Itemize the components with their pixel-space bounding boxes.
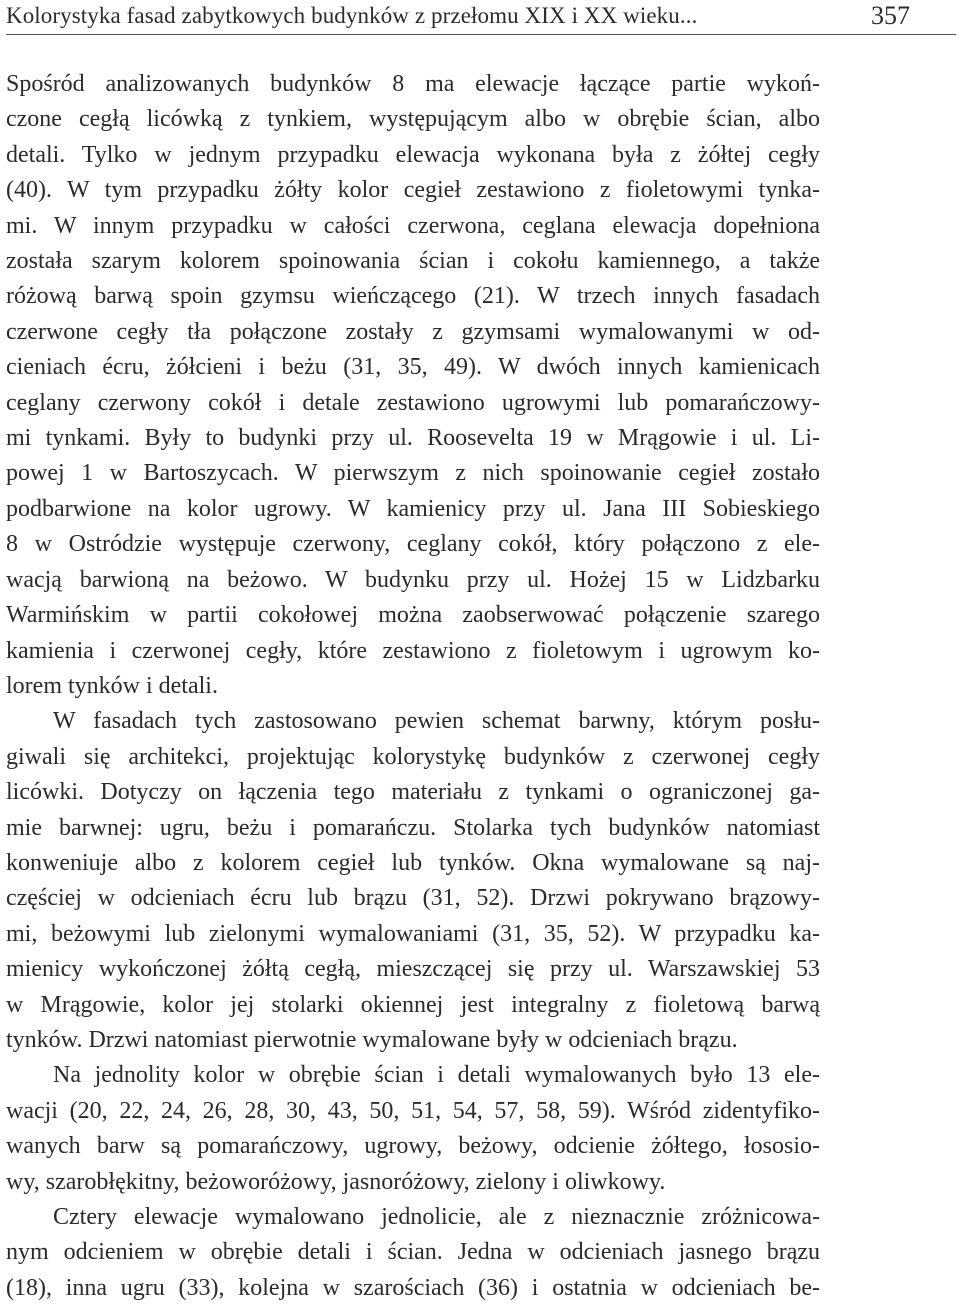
text-line: detali. Tylko w jednym przypadku elewacja wykonana była z żółtej cegły — [6, 141, 820, 168]
text-line: nym odcieniem w obrębie detali i ścian. Jedna w odcieniach jasnego brązu — [6, 1239, 820, 1266]
text-line: wacji (20, 22, 24, 26, 28, 30, 43, 50, 51, 54, 57, 58, 59). Wśród zidentyfiko- — [6, 1097, 820, 1124]
text-line: Warmińskim w partii cokołowej można zaobserwować połączenie szarego — [6, 602, 820, 629]
text-line: Cztery elewacje wymalowano jednolicie, ale z nieznacznie zróżnicowa- — [53, 1204, 820, 1230]
text-line: kamienia i czerwonej cegły, które zestawiono z fioletowym i ugrowym ko- — [6, 637, 820, 664]
text-line: konweniuje albo z kolorem cegieł lub tynków. Okna wymalowane są naj- — [6, 849, 820, 876]
text-line: mi. W innym przypadku w całości czerwona, ceglana elewacja dopełniona — [6, 212, 820, 239]
text-line: licówki. Dotyczy on łączenia tego materiału z tynkami o ograniczonej ga- — [6, 779, 820, 806]
text-line: czone cegłą licówką z tynkiem, występującym albo w obrębie ścian, albo — [6, 106, 820, 133]
text-line: została szarym kolorem spoinowania ścian i cokołu kamiennego, a także — [6, 248, 820, 275]
text-line: podbarwione na kolor ugrowy. W kamienicy przy ul. Jana III Sobieskiego — [6, 495, 820, 522]
paragraph — [6, 1058, 820, 1200]
text-line: mi, beżowymi lub zielonymi wymalowaniami (31, 35, 52). W przypadku ka- — [6, 920, 820, 947]
text-line: mi tynkami. Były to budynki przy ul. Roosevelta 19 w Mrągowie i ul. Li- — [6, 425, 820, 452]
text-line: tynków. Drzwi natomiast pierwotnie wymalowane były w odcieniach brązu. — [6, 1026, 738, 1053]
paragraph — [6, 704, 820, 1058]
text-line: powej 1 w Bartoszycach. W pierwszym z nich spoinowanie cegieł zostało — [6, 460, 820, 487]
running-header-title: Kolorystyka fasad zabytkowych budynków z przełomu XIX i XX wieku... — [6, 3, 698, 28]
page-number: 357 — [871, 1, 910, 30]
text-line: mie barwnej: ugru, beżu i pomarańczu. Stolarka tych budynków natomiast — [6, 814, 820, 841]
header-rule — [6, 34, 956, 35]
text-line: Na jednolity kolor w obrębie ścian i detali wymalowanych było 13 ele- — [53, 1062, 820, 1089]
text-line: (40). W tym przypadku żółty kolor cegieł zestawiono z fioletowymi tynka- — [6, 177, 820, 204]
text-line: giwali się architekci, projektując kolorystykę budynków z czerwonej cegły — [6, 743, 820, 770]
text-line: lorem tynków i detali. — [6, 672, 218, 699]
text-line: wacją barwioną na beżowo. W budynku przy ul. Hożej 15 w Lidzbarku — [6, 566, 820, 593]
text-line: ceglany czerwony cokół i detale zestawiono ugrowymi lub pomarańczowy- — [6, 389, 820, 416]
text-line: czerwone cegły tła połączone zostały z gzymsami wymalowanymi w od- — [6, 318, 820, 345]
text-line: mienicy wykończonej żółtą cegłą, mieszczącej się przy ul. Warszawskiej 53 — [6, 956, 820, 983]
text-line: cieniach écru, żółcieni i beżu (31, 35, 49). W dwóch innych kamienicach — [6, 354, 820, 381]
body-text — [6, 67, 820, 1306]
text-line: (18), inna ugru (33), kolejna w szarościach (36) i ostatnia w odcieniach be- — [6, 1274, 820, 1301]
text-line: 8 w Ostródzie występuje czerwony, ceglany cokół, który połączono z ele- — [6, 531, 820, 558]
text-line: częściej w odcieniach écru lub brązu (31, 52). Drzwi pokrywano brązowy- — [6, 885, 820, 912]
text-line: wanych barw są pomarańczowy, ugrowy, beżowy, odcienie żółtego, łososio- — [6, 1133, 820, 1160]
text-line: W fasadach tych zastosowano pewien schemat barwny, którym posłu- — [53, 708, 820, 735]
text-line: w Mrągowie, kolor jej stolarki okiennej jest integralny z fioletową barwą — [6, 991, 820, 1018]
paragraph — [6, 67, 820, 704]
running-header — [6, 2, 910, 32]
text-line: Spośród analizowanych budynków 8 ma elewacje łączące partie wykoń- — [6, 71, 820, 97]
paragraph — [6, 1200, 820, 1306]
text-line: różową barwą spoin gzymsu wieńczącego (21). W trzech innych fasadach — [6, 283, 820, 310]
text-line: wy, szarobłękitny, beżoworóżowy, jasnoróżowy, zielony i oliwkowy. — [6, 1168, 666, 1195]
